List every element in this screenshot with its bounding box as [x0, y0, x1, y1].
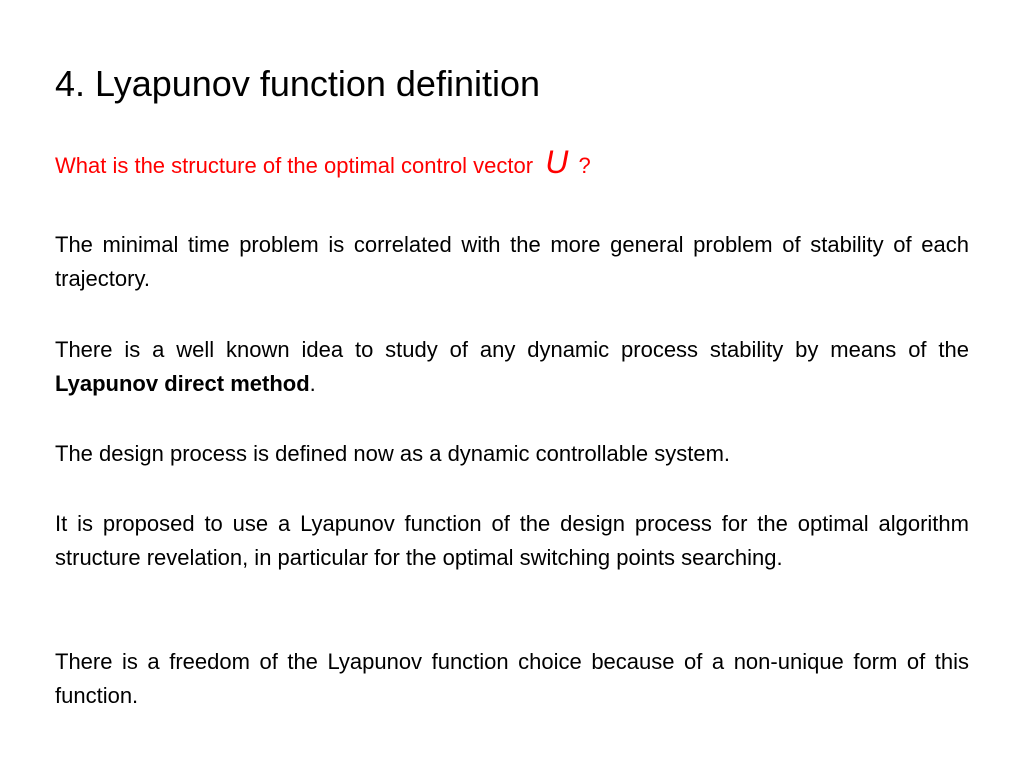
slide-title: 4. Lyapunov function definition	[55, 63, 541, 104]
lyapunov-direct-method-term: Lyapunov direct method	[55, 371, 310, 396]
paragraph-proposal: It is proposed to use a Lyapunov function of the design process for the optimal algorithm structure revelation, in particular for the optimal switching points searching.	[55, 511, 969, 570]
paragraph-freedom-of-choice: There is a freedom of the Lyapunov function choice because of a non-unique form of this function.	[55, 649, 969, 708]
control-vector-variable: U	[545, 144, 569, 180]
question-line	[55, 140, 591, 188]
paragraph-minimal-time: The minimal time problem is correlated with the more general problem of stability of each trajectory.	[55, 232, 969, 291]
question-mark: ?	[578, 153, 591, 178]
paragraph-lyapunov-method-period: .	[309, 371, 316, 396]
paragraph-design-process: The design process is defined now as a dynamic controllable system.	[55, 441, 731, 466]
paragraph-lyapunov-method-text: There is a well known idea to study of any dynamic process stability by means of the	[55, 337, 969, 362]
paragraph-lyapunov-method	[55, 333, 969, 401]
question-text: What is the structure of the optimal control vector	[55, 153, 534, 178]
